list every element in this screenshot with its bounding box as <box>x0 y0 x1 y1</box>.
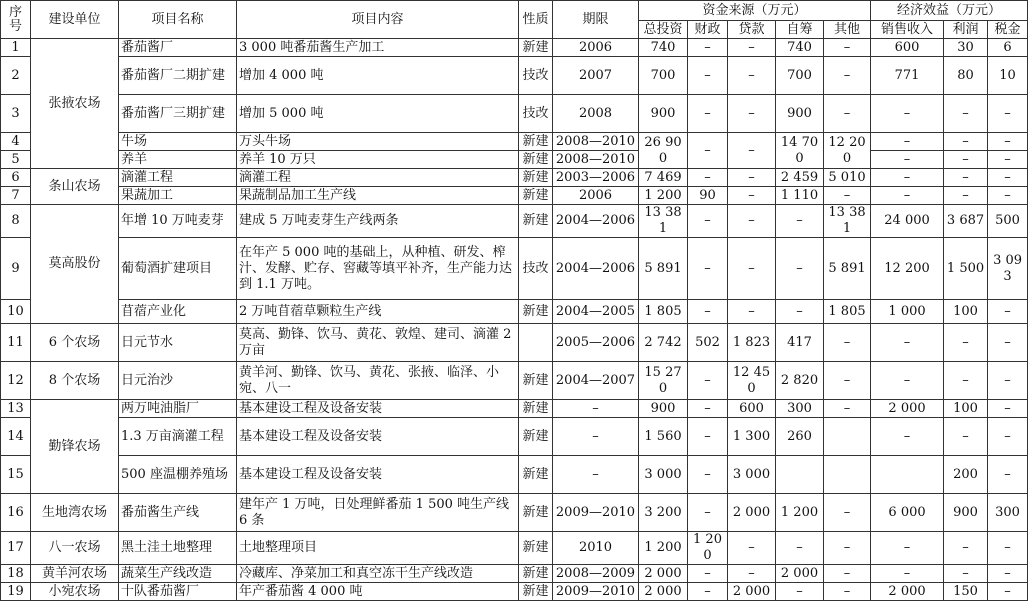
cell-other: – <box>824 39 871 57</box>
cell-sales-revenue: 12 200 <box>871 238 944 300</box>
cell-nature: 新建 <box>519 300 553 324</box>
cell-seq: 14 <box>1 418 31 456</box>
cell-total-investment: 700 <box>639 57 688 95</box>
cell-fiscal: – <box>688 57 728 95</box>
cell-profit: – <box>944 532 988 565</box>
cell-tax: 10 <box>988 57 1028 95</box>
cell-other <box>824 456 871 494</box>
cell-self-raised: – <box>776 300 824 324</box>
cell-total-investment: 900 <box>639 95 688 133</box>
header-fiscal: 财政 <box>688 21 728 39</box>
cell-self-raised: 700 <box>776 57 824 95</box>
header-benefit-group: 经济效益（万元） <box>871 1 1028 21</box>
cell-nature: 新建 <box>519 565 553 583</box>
cell-name: 年增 10 万吨麦芽 <box>119 205 237 238</box>
cell-fiscal: – <box>688 418 728 456</box>
cell-self-raised: 14 700 <box>776 133 824 169</box>
cell-period: 2009—2010 <box>553 494 639 532</box>
cell-profit: 200 <box>944 456 988 494</box>
cell-loan: – <box>728 532 776 565</box>
cell-nature: 新建 <box>519 187 553 205</box>
table-row <box>1 418 1028 456</box>
cell-profit: 100 <box>944 300 988 324</box>
cell-name: 葡萄酒扩建项目 <box>119 238 237 300</box>
cell-other: – <box>824 565 871 583</box>
table-body <box>1 39 1028 601</box>
cell-profit: – <box>944 133 988 151</box>
cell-sales-revenue: 1 000 <box>871 300 944 324</box>
cell-tax: – <box>988 324 1028 362</box>
cell-sales-revenue: 2 000 <box>871 583 944 601</box>
cell-profit: – <box>944 169 988 187</box>
cell-unit: 8 个农场 <box>31 362 119 400</box>
header-loan: 贷款 <box>728 21 776 39</box>
cell-period: 2006 <box>553 187 639 205</box>
cell-content: 3 000 吨番茄酱生产加工 <box>237 39 519 57</box>
cell-total-investment: 2 000 <box>639 565 688 583</box>
cell-fiscal: 1 200 <box>688 532 728 565</box>
cell-tax: – <box>988 169 1028 187</box>
cell-self-raised: 1 110 <box>776 187 824 205</box>
cell-loan: 3 000 <box>728 456 776 494</box>
cell-fiscal: – <box>688 494 728 532</box>
cell-loan: – <box>728 39 776 57</box>
cell-content: 土地整理项目 <box>237 532 519 565</box>
cell-other <box>824 418 871 456</box>
header-funding-group: 资金来源（万元） <box>639 1 871 21</box>
cell-name: 黑土洼土地整理 <box>119 532 237 565</box>
cell-profit: 100 <box>944 400 988 418</box>
cell-profit: 3 687 <box>944 205 988 238</box>
cell-tax: – <box>988 583 1028 601</box>
cell-total-investment: 7 469 <box>639 169 688 187</box>
cell-seq: 9 <box>1 238 31 300</box>
cell-name: 番茄酱厂三期扩建 <box>119 95 237 133</box>
cell-nature: 技改 <box>519 238 553 300</box>
cell-content: 在年产 5 000 吨的基础上，从种植、研发、榨汁、发酵、贮存、窖藏等填平补齐，生产能力达到 1.1 万吨。 <box>237 238 519 300</box>
cell-nature: 新建 <box>519 456 553 494</box>
cell-other: – <box>824 400 871 418</box>
cell-other: – <box>824 494 871 532</box>
cell-fiscal: 90 <box>688 187 728 205</box>
cell-sales-revenue: – <box>871 187 944 205</box>
cell-seq: 2 <box>1 57 31 95</box>
cell-nature: 新建 <box>519 494 553 532</box>
cell-content: 万头牛场 <box>237 133 519 151</box>
cell-seq: 15 <box>1 456 31 494</box>
cell-loan: – <box>728 300 776 324</box>
cell-sales-revenue: – <box>871 532 944 565</box>
cell-sales-revenue: – <box>871 324 944 362</box>
cell-name: 牛场 <box>119 133 237 151</box>
cell-fiscal: – <box>688 169 728 187</box>
cell-other: – <box>824 57 871 95</box>
cell-sales-revenue: – <box>871 362 944 400</box>
cell-nature: 新建 <box>519 532 553 565</box>
table-row <box>1 583 1028 601</box>
cell-nature: 新建 <box>519 39 553 57</box>
cell-tax: – <box>988 565 1028 583</box>
cell-sales-revenue: 771 <box>871 57 944 95</box>
cell-period: 2004—2007 <box>553 362 639 400</box>
cell-seq: 19 <box>1 583 31 601</box>
cell-seq: 11 <box>1 324 31 362</box>
cell-total-investment: 740 <box>639 39 688 57</box>
cell-tax: 500 <box>988 205 1028 238</box>
cell-seq: 10 <box>1 300 31 324</box>
cell-content: 养羊 10 万只 <box>237 151 519 169</box>
cell-nature: 新建 <box>519 583 553 601</box>
header-nature: 性质 <box>519 1 553 39</box>
cell-self-raised: 900 <box>776 95 824 133</box>
cell-sales-revenue: – <box>871 169 944 187</box>
cell-seq: 4 <box>1 133 31 151</box>
cell-period: 2003—2006 <box>553 169 639 187</box>
cell-period: 2004—2005 <box>553 300 639 324</box>
header-seq: 序号 <box>1 1 31 39</box>
cell-name: 番茄酱厂 <box>119 39 237 57</box>
cell-period: 2005—2006 <box>553 324 639 362</box>
cell-self-raised: 2 000 <box>776 565 824 583</box>
cell-content: 基本建设工程及设备安装 <box>237 400 519 418</box>
cell-profit: 150 <box>944 583 988 601</box>
cell-total-investment: 15 270 <box>639 362 688 400</box>
cell-nature: 新建 <box>519 400 553 418</box>
cell-period: 2008—2010 <box>553 151 639 169</box>
cell-period: – <box>553 418 639 456</box>
cell-fiscal: – <box>688 400 728 418</box>
cell-seq: 12 <box>1 362 31 400</box>
cell-tax: – <box>988 187 1028 205</box>
cell-sales-revenue: 6 000 <box>871 494 944 532</box>
cell-sales-revenue <box>871 456 944 494</box>
table-row <box>1 494 1028 532</box>
cell-tax: 3 093 <box>988 238 1028 300</box>
cell-tax: – <box>988 362 1028 400</box>
cell-unit: 小宛农场 <box>31 583 119 601</box>
cell-fiscal: – <box>688 95 728 133</box>
cell-nature: 技改 <box>519 95 553 133</box>
cell-content: 基本建设工程及设备安装 <box>237 456 519 494</box>
table-row <box>1 400 1028 418</box>
cell-fiscal: – <box>688 205 728 238</box>
cell-period: 2008—2009 <box>553 565 639 583</box>
cell-profit: – <box>944 187 988 205</box>
cell-fiscal: – <box>688 456 728 494</box>
cell-unit: 八一农场 <box>31 532 119 565</box>
cell-loan: – <box>728 205 776 238</box>
table-row <box>1 151 1028 169</box>
cell-other: 13 381 <box>824 205 871 238</box>
cell-tax: – <box>988 400 1028 418</box>
cell-content: 冷藏库、净菜加工和真空冻干生产线改造 <box>237 565 519 583</box>
cell-loan: – <box>728 565 776 583</box>
cell-profit: 1 500 <box>944 238 988 300</box>
cell-content: 增加 4 000 吨 <box>237 57 519 95</box>
cell-profit: 900 <box>944 494 988 532</box>
cell-profit: – <box>944 565 988 583</box>
cell-seq: 18 <box>1 565 31 583</box>
table-row <box>1 39 1028 57</box>
header-other: 其他 <box>824 21 871 39</box>
cell-loan: – <box>728 57 776 95</box>
cell-nature: 技改 <box>519 57 553 95</box>
cell-content: 果蔬制品加工生产线 <box>237 187 519 205</box>
cell-total-investment: 3 200 <box>639 494 688 532</box>
cell-seq: 8 <box>1 205 31 238</box>
cell-name: 番茄酱生产线 <box>119 494 237 532</box>
header-sales-revenue: 销售收入 <box>871 21 944 39</box>
cell-fiscal: – <box>688 565 728 583</box>
cell-profit: – <box>944 151 988 169</box>
cell-unit: 条山农场 <box>31 169 119 205</box>
cell-period: 2010 <box>553 532 639 565</box>
cell-total-investment: 1 200 <box>639 187 688 205</box>
cell-name: 滴灌工程 <box>119 169 237 187</box>
cell-content: 增加 5 000 吨 <box>237 95 519 133</box>
cell-loan: 1 300 <box>728 418 776 456</box>
cell-seq: 6 <box>1 169 31 187</box>
header-total-investment: 总投资 <box>639 21 688 39</box>
cell-loan: 2 000 <box>728 583 776 601</box>
cell-loan: 600 <box>728 400 776 418</box>
cell-total-investment: 1 200 <box>639 532 688 565</box>
cell-total-investment: 900 <box>639 400 688 418</box>
cell-period: 2004—2006 <box>553 205 639 238</box>
table-row <box>1 187 1028 205</box>
cell-unit: 生地湾农场 <box>31 494 119 532</box>
table-row <box>1 456 1028 494</box>
cell-other: – <box>824 95 871 133</box>
cell-content: 滴灌工程 <box>237 169 519 187</box>
cell-nature: 新建 <box>519 133 553 151</box>
cell-sales-revenue: 600 <box>871 39 944 57</box>
cell-total-investment: 2 000 <box>639 583 688 601</box>
table-row <box>1 169 1028 187</box>
cell-total-investment: 2 742 <box>639 324 688 362</box>
table-row <box>1 300 1028 324</box>
cell-seq: 3 <box>1 95 31 133</box>
cell-loan: – <box>728 238 776 300</box>
cell-self-raised: 1 200 <box>776 494 824 532</box>
cell-self-raised: – <box>776 532 824 565</box>
cell-period: 2006 <box>553 39 639 57</box>
cell-self-raised: – <box>776 238 824 300</box>
header-profit: 利润 <box>944 21 988 39</box>
cell-unit: 莫高股份 <box>31 205 119 324</box>
cell-fiscal: – <box>688 39 728 57</box>
cell-profit: 30 <box>944 39 988 57</box>
cell-loan: 1 823 <box>728 324 776 362</box>
cell-fiscal: – <box>688 300 728 324</box>
cell-total-investment: 1 805 <box>639 300 688 324</box>
cell-sales-revenue: 2 000 <box>871 400 944 418</box>
cell-nature: 新建 <box>519 151 553 169</box>
cell-name: 两万吨油脂厂 <box>119 400 237 418</box>
header-period: 期限 <box>553 1 639 39</box>
cell-unit: 张掖农场 <box>31 39 119 169</box>
cell-loan: 2 000 <box>728 494 776 532</box>
cell-content: 莫高、勤锋、饮马、黄花、敦煌、建司、滴灌 2 万亩 <box>237 324 519 362</box>
cell-name: 1.3 万亩滴灌工程 <box>119 418 237 456</box>
cell-total-investment: 26 900 <box>639 133 688 169</box>
cell-self-raised: – <box>776 583 824 601</box>
cell-name: 500 座温棚养殖场 <box>119 456 237 494</box>
cell-nature: 新建 <box>519 418 553 456</box>
cell-tax: – <box>988 532 1028 565</box>
cell-self-raised: 740 <box>776 39 824 57</box>
cell-profit: 80 <box>944 57 988 95</box>
cell-nature: 新建 <box>519 205 553 238</box>
cell-name: 十队番茄酱厂 <box>119 583 237 601</box>
cell-profit: – <box>944 324 988 362</box>
cell-fiscal: – <box>688 238 728 300</box>
cell-other: – <box>824 324 871 362</box>
cell-sales-revenue: – <box>871 95 944 133</box>
cell-name: 果蔬加工 <box>119 187 237 205</box>
cell-self-raised: 2 820 <box>776 362 824 400</box>
cell-seq: 5 <box>1 151 31 169</box>
cell-total-investment: 1 560 <box>639 418 688 456</box>
cell-other: – <box>824 583 871 601</box>
cell-sales-revenue: – <box>871 565 944 583</box>
table-row <box>1 57 1028 95</box>
cell-name: 蔬菜生产线改造 <box>119 565 237 583</box>
cell-self-raised: 2 459 <box>776 169 824 187</box>
table-header <box>1 1 1028 39</box>
cell-total-investment: 5 891 <box>639 238 688 300</box>
cell-unit: 勤锋农场 <box>31 400 119 494</box>
cell-name: 养羊 <box>119 151 237 169</box>
cell-seq: 16 <box>1 494 31 532</box>
cell-loan: – <box>728 187 776 205</box>
cell-content: 黄羊河、勤锋、饮马、黄花、张掖、临泽、小宛、八一 <box>237 362 519 400</box>
header-self-raised: 自筹 <box>776 21 824 39</box>
cell-content: 建年产 1 万吨，日处理鲜番茄 1 500 吨生产线 6 条 <box>237 494 519 532</box>
cell-self-raised <box>776 456 824 494</box>
cell-other: 1 805 <box>824 300 871 324</box>
cell-period: 2008 <box>553 95 639 133</box>
cell-sales-revenue: – <box>871 418 944 456</box>
cell-seq: 1 <box>1 39 31 57</box>
cell-loan: – <box>728 95 776 133</box>
cell-loan: 12 450 <box>728 362 776 400</box>
cell-sales-revenue: 24 000 <box>871 205 944 238</box>
cell-name: 苜蓿产业化 <box>119 300 237 324</box>
cell-other: – <box>824 532 871 565</box>
table-row <box>1 565 1028 583</box>
cell-other: – <box>824 187 871 205</box>
cell-other: 5 010 <box>824 169 871 187</box>
cell-nature: 新建 <box>519 362 553 400</box>
cell-self-raised: 300 <box>776 400 824 418</box>
table-row <box>1 362 1028 400</box>
cell-self-raised: 417 <box>776 324 824 362</box>
cell-content: 2 万吨苜蓿草颗粒生产线 <box>237 300 519 324</box>
cell-tax: 6 <box>988 39 1028 57</box>
cell-name: 日元治沙 <box>119 362 237 400</box>
cell-nature <box>519 324 553 362</box>
cell-period: 2008—2010 <box>553 133 639 151</box>
cell-total-investment: 13 381 <box>639 205 688 238</box>
cell-other: 5 891 <box>824 238 871 300</box>
cell-period: – <box>553 400 639 418</box>
header-tax: 税金 <box>988 21 1028 39</box>
cell-fiscal: – <box>688 362 728 400</box>
cell-period: 2007 <box>553 57 639 95</box>
table-row <box>1 133 1028 151</box>
cell-profit: – <box>944 95 988 133</box>
cell-tax: – <box>988 456 1028 494</box>
cell-unit: 黄羊河农场 <box>31 565 119 583</box>
table-row <box>1 238 1028 300</box>
cell-tax: 300 <box>988 494 1028 532</box>
cell-tax: – <box>988 300 1028 324</box>
cell-profit: – <box>944 418 988 456</box>
cell-unit: 6 个农场 <box>31 324 119 362</box>
header-unit: 建设单位 <box>31 1 119 39</box>
cell-self-raised: 260 <box>776 418 824 456</box>
cell-name: 番茄酱厂二期扩建 <box>119 57 237 95</box>
cell-content: 基本建设工程及设备安装 <box>237 418 519 456</box>
cell-seq: 13 <box>1 400 31 418</box>
cell-period: 2004—2006 <box>553 238 639 300</box>
cell-profit: – <box>944 362 988 400</box>
cell-self-raised: – <box>776 205 824 238</box>
cell-loan: – <box>728 133 776 169</box>
cell-sales-revenue: – <box>871 133 944 151</box>
cell-loan: – <box>728 169 776 187</box>
table-row <box>1 324 1028 362</box>
cell-fiscal: 502 <box>688 324 728 362</box>
cell-fiscal: – <box>688 133 728 169</box>
table-row <box>1 532 1028 565</box>
cell-other: – <box>824 362 871 400</box>
cell-total-investment: 3 000 <box>639 456 688 494</box>
header-content: 项目内容 <box>237 1 519 39</box>
cell-name: 日元节水 <box>119 324 237 362</box>
table-row <box>1 95 1028 133</box>
cell-other: 12 200 <box>824 133 871 169</box>
cell-tax: – <box>988 151 1028 169</box>
cell-period: 2009—2010 <box>553 583 639 601</box>
cell-fiscal: – <box>688 583 728 601</box>
header-name: 项目名称 <box>119 1 237 39</box>
cell-tax: – <box>988 418 1028 456</box>
cell-nature: 新建 <box>519 169 553 187</box>
cell-sales-revenue: – <box>871 151 944 169</box>
cell-seq: 17 <box>1 532 31 565</box>
cell-tax: – <box>988 133 1028 151</box>
cell-seq: 7 <box>1 187 31 205</box>
cell-content: 建成 5 万吨麦芽生产线两条 <box>237 205 519 238</box>
cell-content: 年产番茄酱 4 000 吨 <box>237 583 519 601</box>
cell-tax: – <box>988 95 1028 133</box>
cell-period: – <box>553 456 639 494</box>
table-row <box>1 205 1028 238</box>
